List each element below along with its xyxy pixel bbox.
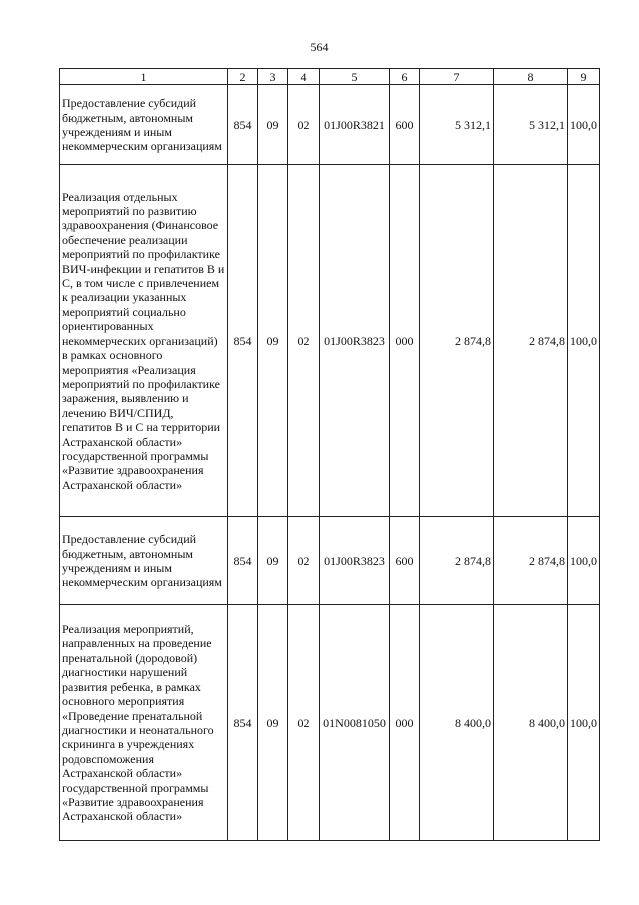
column-header: 2: [228, 69, 258, 85]
row-description: Предоставление субсидий бюджетным, автономным учреждениям и иным некоммерческим организациям: [60, 517, 228, 605]
cell-percent: 100,0: [568, 517, 600, 605]
cell-ministry-code: 854: [228, 517, 258, 605]
cell-target-article: 01J00R3823: [320, 517, 390, 605]
cell-plan-amount: 2 874,8: [420, 165, 494, 517]
cell-ministry-code: 854: [228, 605, 258, 841]
column-header: 4: [288, 69, 320, 85]
cell-subsection: 02: [288, 517, 320, 605]
column-header: 1: [60, 69, 228, 85]
cell-plan-amount: 8 400,0: [420, 605, 494, 841]
column-header: 6: [390, 69, 420, 85]
cell-plan-amount: 5 312,1: [420, 85, 494, 165]
header-row: [60, 69, 600, 85]
cell-expense-type: 600: [390, 85, 420, 165]
cell-target-article: 01N0081050: [320, 605, 390, 841]
column-header: 9: [568, 69, 600, 85]
cell-actual-amount: 2 874,8: [494, 517, 568, 605]
row-description: Реализация мероприятий, направленных на проведение пренатальной (дородовой) диагностики нарушений развития ребенка, в рамках основного мероприятия «Проведение пренатальной диагностики и неонатального скрининга в учреждениях родовспоможения Астраханской области» государственной программы «Развитие здравоохранения Астраханской области»: [60, 605, 228, 841]
cell-target-article: 01J00R3823: [320, 165, 390, 517]
row-description: Реализация отдельных мероприятий по развитию здравоохранения (Финансовое обеспечение реализации мероприятий по профилактике ВИЧ-инфекции и гепатитов В и С, в том числе с привлечением к реализации указанных мероприятий социально ориентированных некоммерческих организаций) в рамках основного мероприятия «Реализация мероприятий по профилактике заражения, выявлению и лечению ВИЧ/СПИД, гепатитов В и С на территории Астраханской области» государственной программы «Развитие здравоохранения Астраханской области»: [60, 165, 228, 517]
column-header: 3: [258, 69, 288, 85]
cell-expense-type: 000: [390, 605, 420, 841]
cell-percent: 100,0: [568, 165, 600, 517]
cell-section: 09: [258, 517, 288, 605]
cell-percent: 100,0: [568, 85, 600, 165]
cell-expense-type: 600: [390, 517, 420, 605]
cell-percent: 100,0: [568, 605, 600, 841]
table-row: [60, 165, 600, 517]
table-row: [60, 605, 600, 841]
page-number: 564: [310, 40, 329, 54]
cell-actual-amount: 5 312,1: [494, 85, 568, 165]
cell-plan-amount: 2 874,8: [420, 517, 494, 605]
row-description: Предоставление субсидий бюджетным, автономным учреждениям и иным некоммерческим организациям: [60, 85, 228, 165]
cell-section: 09: [258, 165, 288, 517]
cell-section: 09: [258, 85, 288, 165]
cell-target-article: 01J00R3821: [320, 85, 390, 165]
budget-table: [59, 68, 600, 841]
cell-actual-amount: 8 400,0: [494, 605, 568, 841]
column-header: 8: [494, 69, 568, 85]
cell-expense-type: 000: [390, 165, 420, 517]
cell-ministry-code: 854: [228, 85, 258, 165]
cell-subsection: 02: [288, 605, 320, 841]
table-row: [60, 517, 600, 605]
cell-section: 09: [258, 605, 288, 841]
cell-ministry-code: 854: [228, 165, 258, 517]
cell-subsection: 02: [288, 165, 320, 517]
column-header: 7: [420, 69, 494, 85]
cell-subsection: 02: [288, 85, 320, 165]
cell-actual-amount: 2 874,8: [494, 165, 568, 517]
column-header: 5: [320, 69, 390, 85]
table-row: [60, 85, 600, 165]
